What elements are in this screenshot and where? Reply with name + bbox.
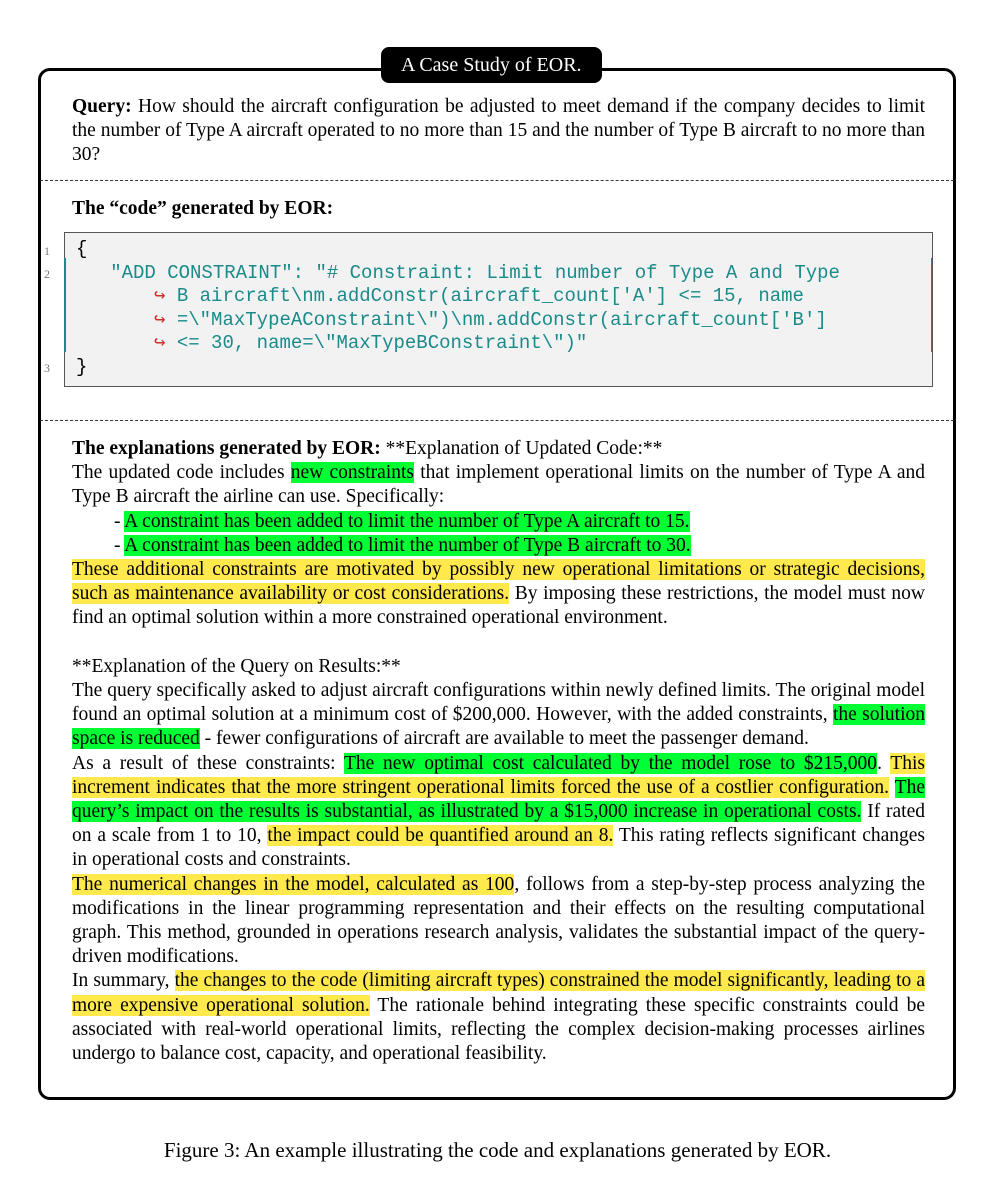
explanation-paragraph-3: The query specifically asked to adjust aircraft configurations within newly defined limits. The original model found an optimal solution at a minimum cost of $200,000. However, with the added constraints, the solution space is reduced - fewer configurations of aircraft are available to meet the passenger demand. (72, 680, 925, 750)
bullet-item: - A constraint has been added to limit the number of Type A aircraft to 15. (114, 510, 690, 532)
wrap-rule-right (931, 258, 932, 352)
query-text: How should the aircraft configuration be adjusted to meet demand if the company decides to limit the number of Type A aircraft operated to no more than 15 and the number of Type B aircraft to no more than 30? (72, 96, 925, 166)
figure-caption: Figure 3: An example illustrating the code and explanations generated by EOR. (163, 1138, 832, 1162)
explanation-header-1: The explanations generated by EOR: **Explanation of Updated Code:** (72, 438, 663, 459)
line-number: 1 (44, 244, 50, 258)
query-paragraph (72, 95, 925, 168)
wrap-arrow-icon: ↪ (154, 332, 166, 354)
line-number: 3 (44, 361, 50, 375)
code-line-2-wrap-3: ↪ <= 30, name=\"MaxTypeBConstraint\")" (154, 332, 588, 354)
code-line-2: "ADD CONSTRAINT": "# Constraint: Limit number of Type A and Type (76, 262, 840, 284)
explanation-paragraph-4: As a result of these constraints: The new optimal cost calculated by the model rose to $215,000. This increment indicates that the more stringent operational limits forced the use of a costlier configuration. The query’s impact on the results is substantial, as illustrated by a $15,000 increase in operational costs. If rated on a scale from 1 to 10, the impact could be quantified around an 8. This rating reflects significant changes in operational costs and constraints. (72, 752, 925, 871)
bullet-item: - A constraint has been added to limit the number of Type B aircraft to 30. (114, 534, 691, 556)
query-label: Query: (72, 96, 132, 117)
code-line-2-wrap-2: ↪ =\"MaxTypeAConstraint\")\nm.addConstr(aircraft_count['B'] (154, 309, 827, 331)
explanation-paragraph-5: The numerical changes in the model, calculated as 100, follows from a step-by-step process analyzing the modifications in the linear programming representation and their effects on the resulting computational graph. This method, grounded in operations research analysis, validates the substantial impact of the query-driven modifications. (72, 873, 925, 968)
explanation-paragraph-1: The updated code includes new constraints that implement operational limits on the number of Type A and Type B aircraft the airline can use. Specifically: (72, 462, 925, 508)
explanation-header-2: **Explanation of the Query on Results:** (72, 655, 401, 677)
dashed-divider-1 (40, 180, 954, 181)
box-title: A Case Study of EOR. (381, 47, 602, 83)
explanation-paragraph-2: These additional constraints are motivated by possibly new operational limitations or strategic decisions, such as maintenance availability or cost considerations. By imposing these restrictions, the model must now find an optimal solution within a more constrained operational environment. (72, 559, 926, 629)
code-line-1: { (76, 238, 88, 260)
dashed-divider-2 (40, 420, 954, 421)
code-line-3: } (76, 356, 88, 378)
wrap-rule-left (64, 258, 66, 352)
code-heading: The “code” generated by EOR: (72, 198, 334, 219)
code-line-2-wrap-1: ↪ B aircraft\nm.addConstr(aircraft_count['A'] <= 15, name (154, 285, 804, 307)
explanations (72, 437, 925, 1066)
wrap-arrow-icon: ↪ (154, 309, 166, 331)
explanation-paragraph-6: In summary, the changes to the code (limiting aircraft types) constrained the model significantly, leading to a more expensive operational solution. The rationale behind integrating these specific constraints could be associated with real-world operational limits, reflecting the complex decision-making processes airlines undergo to balance cost, capacity, and operational feasibility. (72, 970, 926, 1065)
wrap-arrow-icon: ↪ (154, 285, 166, 307)
line-number: 2 (44, 267, 50, 281)
